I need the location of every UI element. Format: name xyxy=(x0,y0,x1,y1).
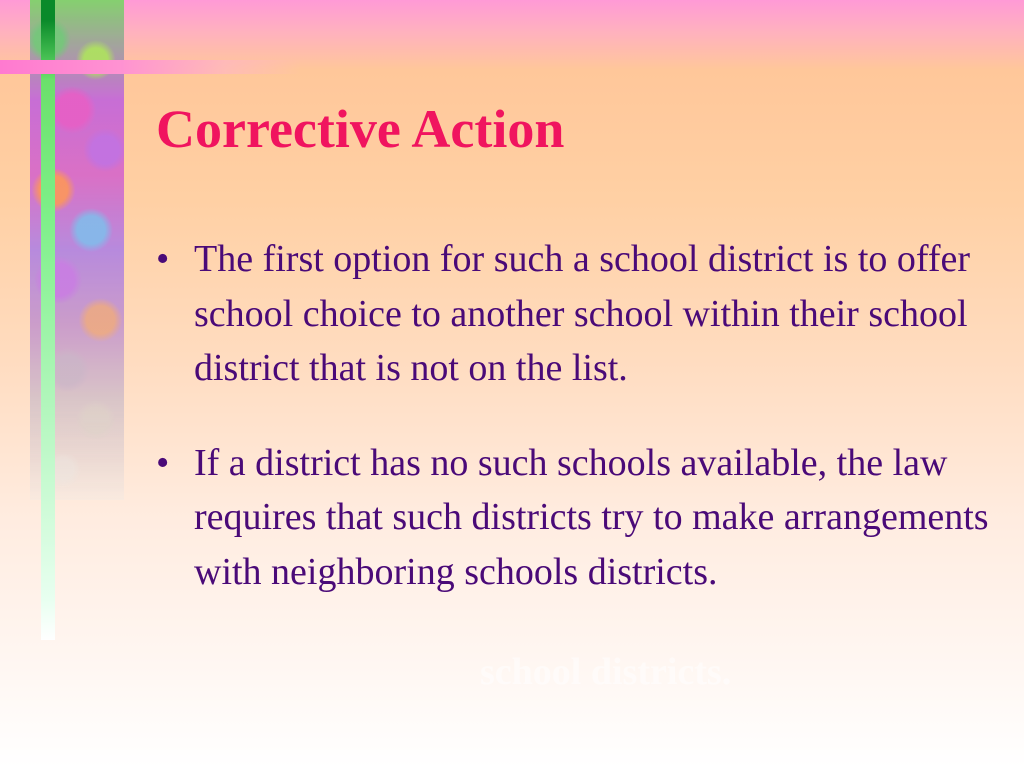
bullet-item xyxy=(156,436,1006,600)
slide-title: Corrective Action xyxy=(156,99,565,159)
bullet-text: If a district has no such schools available, the law requires that such districts try to make arrangements with neighboring schools districts. xyxy=(194,441,989,593)
bullet-list xyxy=(156,232,1006,599)
bullet-marker: • xyxy=(156,238,170,280)
bullet-marker: • xyxy=(156,441,170,484)
bullet-text: The first option for such a school district is to offer school choice to another school within their school district that is not on the list. xyxy=(194,238,971,389)
decorative-vertical-green-line xyxy=(41,0,55,640)
bullet-item xyxy=(156,232,1006,396)
faded-ghost-text: school districts. xyxy=(480,651,732,693)
decorative-horizontal-pink-line xyxy=(0,60,300,74)
